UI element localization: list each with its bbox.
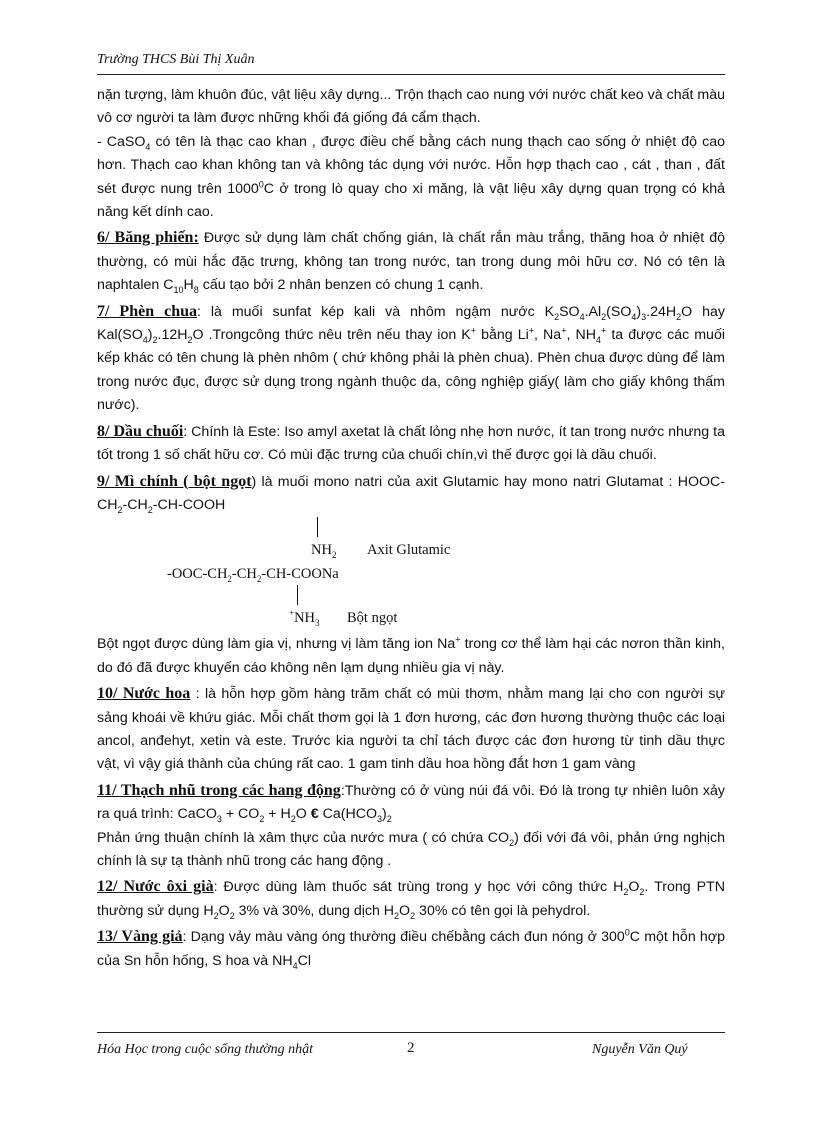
glutamate-formula-line: $-OOC-CH_2-CH_2-CH$-COONa — [167, 566, 339, 585]
caso4-paragraph: - CaSO$_4$ có tên là thạc cao khan , được điều chế bằng cách nung thạch cao sống ở nhiệt độ cao hơn. Thạch cao khan không tan và không tác dụng với nước. Hỗn hợp thạch cao , cát , than , đất sét được nung trên 1000$^0$C ở trong lò quay cho xi măng, là vật liệu xây dựng quan trọng có khả năng kết dính cao. — [97, 133, 725, 221]
header-rule — [97, 74, 725, 75]
section-11-paragraph-2: Phản ứng thuận chính là xâm thực của nước mưa ( có chứa $CO_2$) đối với đá vôi, phản ứng nghịch chính là sự tạ thành nhũ trong các hang động . — [97, 829, 725, 869]
section-9: 9/ Mì chính ( bột ngọt) là muối mono natri của axit Glutamic hay mono natri Glutamat : HOOC-$CH_2-CH_2-CH$-COOH — [97, 472, 725, 515]
footer-rule — [97, 1032, 725, 1033]
intro-paragraph: nặn tượng, làm khuôn đúc, vật liệu xây dựng... Trộn thạch cao nung với nước chất keo và chất màu vô cơ người ta làm được những khối đá giống đá cẩm thạch. — [97, 87, 725, 127]
glutamic-acid-label: Axit Glutamic — [367, 542, 451, 559]
section-6: 6/ Băng phiến: Được sử dụng làm chất chống gián, là chất rắn màu trắng, thăng hoa ở nhiệt độ thường, có mùi hắc đặc trưng, không tan trong nước, tan trong dung môi hữu cơ. Nó có tên là naphtalen $C_{10}H_8$ cấu tạo bởi 2 nhân benzen có chung 1 cạnh. — [97, 229, 726, 296]
section-12: 12/ Nước ôxi già: Được dùng làm thuốc sát trùng trong y học với công thức $H_2O_2$. Trong PTN thường sử dụng $H_2O_2$ 3% và 30%, dung dịch $H_2O_2$ 30% có tên gọi là pehydrol. — [97, 878, 726, 921]
bond-line-2 — [297, 585, 298, 605]
section-7: 7/ Phèn chua: là muối sunfat kép kali và nhôm ngậm nước $K_2SO_4.Al_2(SO_4)_3.24H_2O$ hay $Kal(SO_4)_2.12H_2O$ .Trongcông thức nêu trên nếu thay ion K+ bằng Li+, Na+, $NH_4^+$ ta được các muối kếp khác có tên chung là phèn nhôm ( chứ không phải là phèn chua). Phèn chua được dùng để làm trong nước đục, được sử dụng trong ngành thuộc da, công nghiệp giấy( làm cho giấy không thấm nước). — [97, 302, 725, 414]
page-number: 2 — [407, 1040, 415, 1056]
section-13: 13/ Vàng giả: Dạng vảy màu vàng óng thường điều chếbằng cách đun nóng ở $300^0C$ một hỗn hợp của Sn hỗn hống, S hoa và $NH_4Cl$ — [97, 927, 725, 971]
footer-title: Hóa Học trong cuộc sống thường nhật — [97, 1042, 314, 1057]
section-9-heading: 9/ Mì chính ( bột ngọt — [97, 472, 252, 490]
glutamate-formula — [97, 517, 725, 633]
section-7-heading: 7/ Phèn chua — [97, 302, 197, 320]
section-11: 11/ Thạch nhũ trong các hang động:Thường có ở vùng núi đá vôi. Đó là trong tự nhiên luôn xảy ra quá trình: CaCO$_3$ + $CO_2 + H_2O$ € $Ca(HCO_3)_2$ — [97, 781, 725, 824]
section-12-heading: 12/ Nước ôxi già — [97, 878, 214, 896]
section-11-heading: 11/ Thạch nhũ trong các hang động — [97, 781, 341, 799]
msg-label: Bột ngọt — [347, 610, 398, 627]
page-header: Trường THCS Bùi Thị Xuân — [97, 52, 255, 67]
nh2-group: $NH_2$ — [311, 542, 337, 561]
msg-paragraph: Bột ngọt được dùng làm gia vị, nhưng vị làm tăng ion Na+ trong cơ thể làm hại các nơron thần kinh, do đó đã được khuyến cáo không nên lạm dụng nhiều gia vị này. — [97, 634, 725, 676]
page-content — [97, 84, 725, 973]
section-10-heading: 10/ Nước hoa — [97, 685, 191, 703]
section-6-heading: 6/ Băng phiến: — [97, 229, 199, 247]
section-10: 10/ Nước hoa : là hỗn hợp gồm hàng trăm chất có mùi thơm, nhằm mang lại cho con người sự sảng khoái về khứu giác. Mỗi chất thơm gọi là 1 đơn hương, các đơn hương thường thuộc các loại ancol, anđehyt, xetin và este. Trước kia người ta chỉ tách được các đơn hương từ tinh dầu thực vật, vì vậy giá thành của chúng rất cao. 1 gam tinh dầu hoa hồng đắt hơn 1 gam vàng — [97, 685, 725, 773]
bond-line-1 — [317, 517, 318, 537]
equilibrium-arrow: € — [310, 806, 319, 823]
section-8: 8/ Dầu chuối: Chính là Este: Iso amyl axetat là chất lỏng nhẹ hơn nước, ít tan trong nước nhưng ta tốt trong 1 số chất hữu cơ. Có mùi đặc trưng của chuối chín,vì thế được gọi là dầu chuối. — [97, 422, 725, 464]
section-13-heading: 13/ Vàng giả — [97, 928, 183, 946]
nh3-group: $^+NH_3$ — [289, 608, 320, 629]
footer-author: Nguyễn Văn Quý — [592, 1042, 688, 1057]
section-8-heading: 8/ Dầu chuối — [97, 422, 184, 440]
